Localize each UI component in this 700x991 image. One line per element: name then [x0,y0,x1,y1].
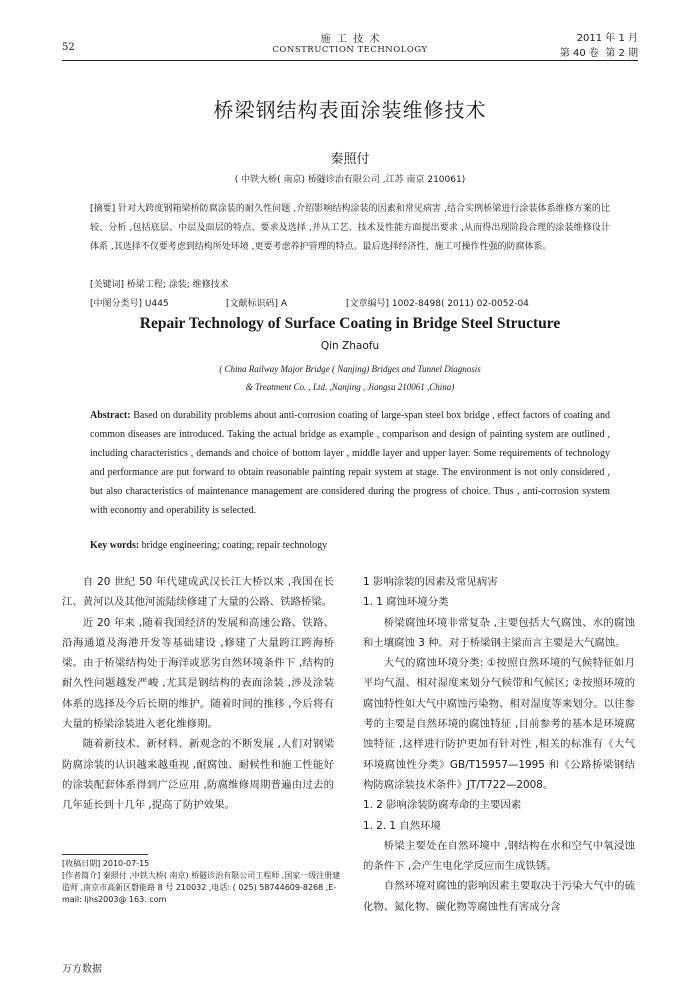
body-paragraph: 桥梁腐蚀环境非常复杂 ,主要包括大气腐蚀、水的腐蚀和土壤腐蚀 3 种。对于桥梁钢主梁而言主要是大气腐蚀。 [363,616,635,649]
page-number: 52 [62,42,75,53]
abstract-cn: [摘要] 针对大跨度钢箱梁桥防腐涂装的耐久性问题 ,介绍影响结构涂装的因素和常见病害 ,结合实例桥梁进行涂装体系维修方案的比较、分析 ,包括底层、中层及面层的特点、要求及选择 ,并从工艺、技术及性能方面提出要求 ,从而得出现阶段合理的涂装维修设计体系 ,其选择不仅要考虑到结构所处环境 ,更要考虑养护管理的特点。最后选择经济性、施工可操作性强的防腐体系。 [90,204,610,252]
issue-date: 2011 年 1 月 [576,33,638,44]
abstract-en-text: Based on durability problems about anti-corrosion coating of large-span steel box bridge , effect factors of coating and common diseases are introduced. Taking the actual bridge as example , comparison and design of painting system are outlined , including characteristics , demands and choice of bottom layer , middle layer and upper layer. Some requirements of technology and performance are put forward to obtain reasonable painting repair system at stage. The environment is not only considered , but also characteristics of maintenance management are considered during the progress of choice. Thus , anti-corrosion system with economy and operability is selected. [90,410,610,516]
affiliation-en-line-1: ( China Railway Major Bridge ( Nanjing) Bridges and Tunnel Diagnosis [219,364,481,374]
database-watermark: 万方数据 [62,964,102,975]
article-number: [文章编号] 1002-8498( 2011) 02-0052-04 [346,299,529,309]
journal-name-en: CONSTRUCTION TECHNOLOGY [272,45,428,55]
footnote-rule [62,854,148,855]
abstract-en-label: Abstract: [90,410,131,421]
abstract-en [90,406,610,520]
section-heading-1-2-1: 1. 2. 1 自然环境 [363,819,441,832]
header-rule [62,60,638,61]
author-name: 秦照付 [330,152,370,167]
section-heading-1-2: 1. 2 影响涂装防腐寿命的主要因素 [363,799,522,812]
affiliation-en [120,360,580,396]
body-right-column [363,572,635,917]
paper-title-en: Repair Technology of Surface Coating in Bridge Steel Structure [139,315,561,332]
body-paragraph: 自 20 世纪 50 年代建成武汉长江大桥以来 ,我国在长江、黄河以及其他河流陆续修建了大量的公路、铁路桥梁。 [62,576,334,609]
keywords-en-label: Key words: [90,540,140,551]
body-paragraph: 大气的腐蚀环境分类: ①按照自然环境的气候特征如月平均气温、相对湿度来划分气候带和气候区; ②按照环境的腐蚀特性如大气中腐蚀污染物、相对湿度等来划分。以往参考的主要是自然环境的腐蚀特征 ,目前参考的基本是环境腐蚀特征 ,这样进行防护更加有针对性 ,相关的标准有《大气环境腐蚀性分类》GB/T15957—1995 和《公路桥梁钢结构防腐涂装技术条件》JT/T722—2008。 [363,657,635,791]
clc-number: [中图分类号] U445 [90,299,169,309]
body-left-column [62,572,334,816]
journal-name-cn: 施 工 技 术 [320,34,380,45]
document-code: [文献标识码] A [226,299,288,309]
footnote [62,858,342,906]
received-date: [收稿日期] 2010-07-15 [62,859,150,868]
volume-issue: 第 40 卷 第 2 期 [559,48,638,59]
affiliation-en-line-2: & Treatment Co. , Ltd. ,Nanjing , Jiangsu 210061 ,China) [245,382,455,392]
classification-line [90,295,610,314]
keywords-en-text: bridge engineering; coating; repair technology [139,540,328,551]
body-paragraph: 自然环境对腐蚀的影响因素主要取决于污染大气中的硫化物、氮化物、碳化物等腐蚀性有害成分含 [363,880,635,913]
body-paragraph: 近 20 年来 ,随着我国经济的发展和高速公路、铁路、沿海通道及海港开发等基础建设 ,修建了大量跨江跨海桥梁。由于桥梁结构处于海洋或恶劣自然环境条件下 ,结构的耐久性问题越发严峻 ,尤其是钢结构的表面涂装 ,涉及涂装体系的选择及今后长期的维护。随着时间的推移 ,今后将有大量的桥梁涂装进入老化维修期。 [62,616,334,731]
body-paragraph: 随着新技术、新材料、新观念的不断发展 ,人们对钢梁防腐涂装的认识越来越重视 ,耐腐蚀、耐候性和施工性能好的涂装配套体系得到广泛应用 ,防腐维修周期普遍由过去的几年延长到十几年 ,提高了防护效果。 [62,738,334,812]
keywords-cn: [关键词] 桥梁工程; 涂装; 维修技术 [90,280,229,290]
paper-title: 桥梁钢结构表面涂装维修技术 [213,98,487,122]
author-bio: [作者简介] 秦照付 ,中铁大桥( 南京) 桥隧诊治有限公司工程师 ,国家一级注册建造师 ,南京市高新区磐能路 8 号 210032 ,电话: ( 025) 58744609-8268 ,E-mail: ljhs2003@ 163. com [62,871,341,904]
section-heading-1: 1 影响涂装的因素及常见病害 [363,576,498,588]
body-paragraph: 桥梁主要处在自然环境中 ,钢结构在水和空气中氧浸蚀的条件下 ,会产生电化学反应而生成铁锈。 [363,839,635,873]
author-name-en: Qin Zhaofu [320,340,380,352]
author-affiliation: ( 中铁大桥( 南京) 桥隧诊治有限公司 ,江苏 南京 210061) [234,175,466,185]
keywords-en [90,540,610,551]
section-heading-1-1: 1. 1 腐蚀环境分类 [363,596,449,609]
